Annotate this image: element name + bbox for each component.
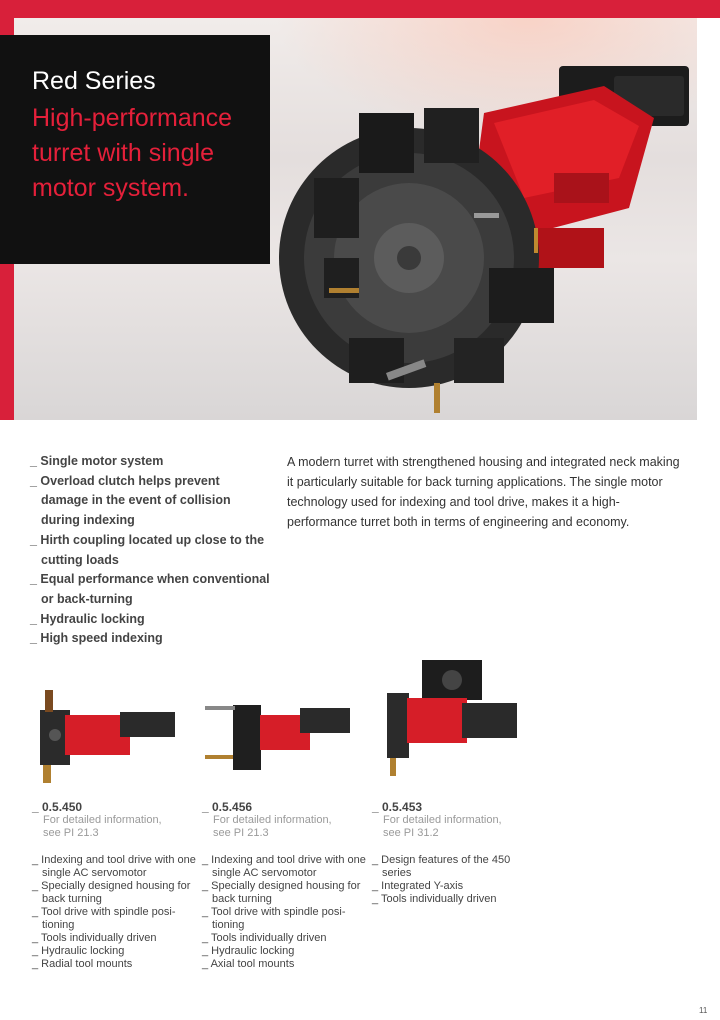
- product-reference: see PI 31.2: [383, 827, 439, 839]
- product-feature-item: _ Indexing and tool drive with one single AC servomotor: [32, 854, 196, 879]
- intro-paragraph: A modern turret with strengthened housing and integrated neck making it particularly suitable for back turning applications. The single motor technology used for indexing and tool drive, makes it a high-performance turret both in terms of engineering and economy.: [287, 455, 680, 529]
- product-0-5-453: [372, 800, 542, 906]
- product-0-5-456: [202, 800, 372, 971]
- top-accent-bar: [0, 0, 720, 18]
- product-feature-item: _ Specially designed housing for back turning: [32, 880, 191, 905]
- product-image-0-5-456: [205, 700, 355, 780]
- product-feature-list: [372, 854, 542, 906]
- feature-item: _ High speed indexing: [30, 631, 163, 646]
- product-feature-item: _ Tools individually driven: [32, 932, 157, 944]
- product-feature-item: _ Integrated Y-axis: [372, 880, 464, 892]
- product-code: _ 0.5.450: [32, 800, 83, 814]
- product-reference: see PI 21.3: [213, 827, 269, 839]
- product-feature-list: [32, 854, 202, 971]
- page-subtitle: High-performance turret with single motor system.: [32, 104, 233, 202]
- feature-item: _ Equal performance when conventional or back-turning: [30, 572, 270, 606]
- feature-item: _ Hydraulic locking: [30, 611, 145, 626]
- product-feature-item: _ Tool drive with spindle posi-tioning: [32, 906, 176, 931]
- product-feature-item: _ Axial tool mounts: [202, 958, 295, 970]
- product-feature-item: _ Tools individually driven: [372, 893, 497, 905]
- product-code: _ 0.5.456: [202, 800, 253, 814]
- feature-list: [30, 452, 270, 649]
- feature-item: _ Single motor system: [30, 454, 164, 468]
- product-reference: For detailed information,: [383, 814, 502, 826]
- hero-right-margin: [697, 34, 720, 420]
- page-title: Red Series: [32, 67, 156, 95]
- product-feature-item: _ Tools individually driven: [202, 932, 327, 944]
- product-reference: For detailed information,: [43, 814, 162, 826]
- product-feature-item: _ Hydraulic locking: [202, 945, 295, 957]
- product-feature-item: _ Radial tool mounts: [32, 958, 133, 970]
- product-0-5-450: [32, 800, 202, 971]
- product-reference: For detailed information,: [213, 814, 332, 826]
- feature-item: _ Overload clutch helps prevent damage in the event of collision during indexing: [30, 473, 231, 528]
- product-feature-item: _ Tool drive with spindle posi-tioning: [202, 906, 346, 931]
- product-code: _ 0.5.453: [372, 800, 423, 814]
- product-reference: see PI 21.3: [43, 827, 99, 839]
- feature-item: _ Hirth coupling located up close to the cutting loads: [30, 532, 265, 567]
- product-feature-item: _ Design features of the 450 series: [372, 854, 511, 879]
- product-image-0-5-453: [382, 658, 522, 778]
- product-image-0-5-450: [35, 690, 185, 785]
- product-feature-item: _ Specially designed housing for back turning: [202, 880, 361, 905]
- product-feature-item: _ Hydraulic locking: [32, 945, 125, 957]
- product-feature-item: _ Indexing and tool drive with one single AC servomotor: [202, 854, 366, 879]
- product-feature-list: [202, 854, 372, 971]
- page-number: 11: [699, 1006, 708, 1015]
